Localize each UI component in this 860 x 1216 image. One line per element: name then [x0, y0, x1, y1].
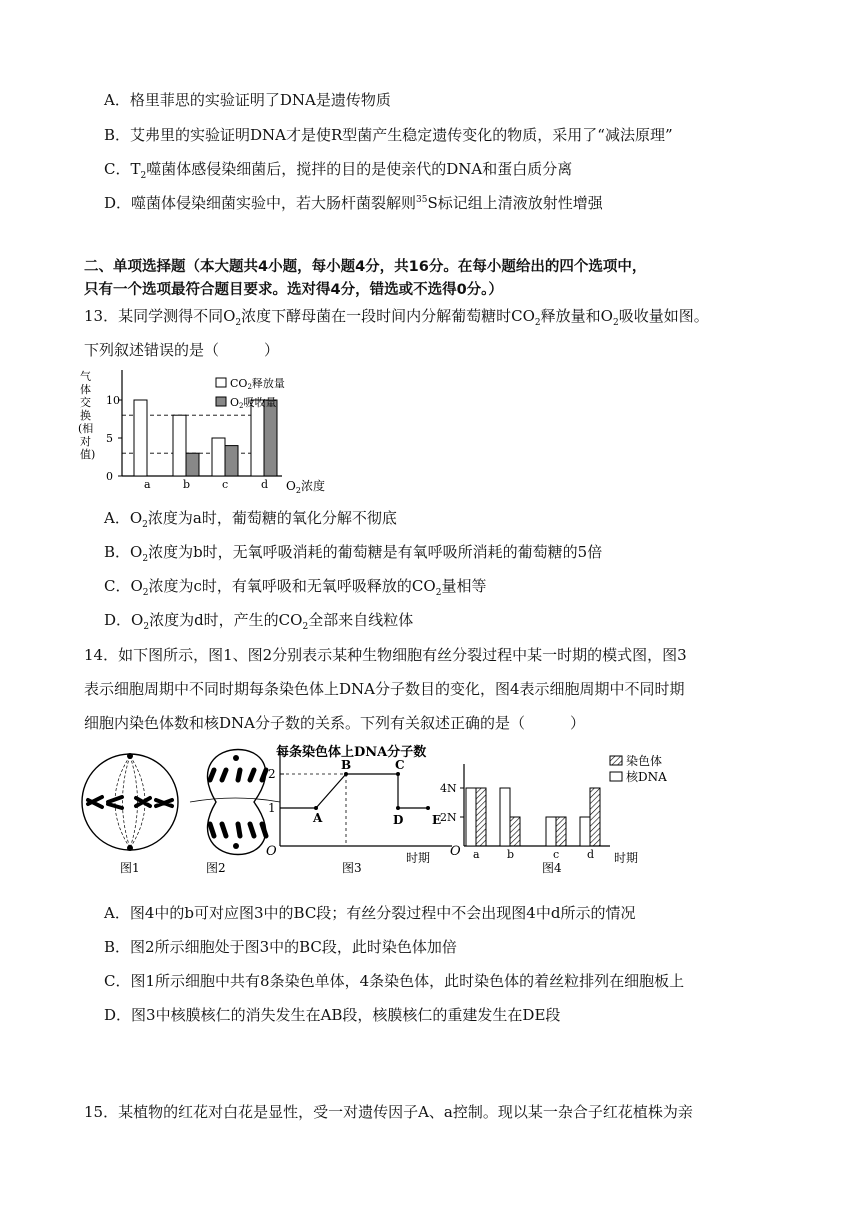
q13-option-a: A．$O_2$浓度为a时，葡萄糖的氧化分解不彻底 [104, 509, 397, 530]
category-label: d [261, 478, 269, 491]
section-heading-line2: 只有一个选项最符合题目要求。选对得4分，错选或不选得0分。） [84, 282, 503, 298]
q13-option-d: D．$O_2$浓度为d时，产生的$CO_2$全部来自线粒体 [104, 611, 414, 632]
legend-swatch-o2 [216, 397, 226, 406]
data-point [396, 772, 400, 776]
bar-chromosome [510, 817, 520, 846]
legend-swatch-co2 [216, 378, 226, 387]
category-label: d [587, 848, 595, 861]
bar-co2 [134, 400, 147, 476]
point-label: D [393, 813, 404, 827]
q12-option-b: B．艾弗里的实验证明DNA才是使R型菌产生稳定遗传变化的物质，采用了“减法原理” [104, 126, 673, 144]
bar-dna [500, 788, 510, 846]
y-tick-label: 0 [106, 470, 113, 483]
ylabel-char: 体 [80, 383, 91, 396]
point-label: C [395, 758, 405, 772]
fig3-origin: O [266, 844, 277, 859]
legend-swatch-dna [610, 772, 622, 781]
bar-dna [546, 817, 556, 846]
bar-dna [466, 788, 476, 846]
q14-stem-line2: 表示细胞周期中不同时期每条染色体上DNA分子数目的变化，图4表示细胞周期中不同时期 [84, 680, 685, 698]
bar-chromosome [590, 788, 600, 846]
ylabel-char: 换 [80, 409, 91, 422]
point-label: A [313, 811, 323, 825]
category-label: b [183, 478, 191, 491]
bar-co2 [212, 438, 225, 476]
ylabel-char: 值) [80, 448, 96, 461]
ylabel-char: (相 [78, 422, 94, 435]
bar-co2 [251, 400, 264, 476]
q14-stem-line1: 14．如下图所示，图1、图2分别表示某种生物细胞有丝分裂过程中某一时期的模式图，图3 [84, 646, 687, 664]
section-heading-line1: 二、单项选择题（本大题共4小题，每小题4分，共16分。在每小题给出的四个选项中， [84, 259, 647, 275]
q14-stem-line3: 细胞内染色体数和核DNA分子数的关系。下列有关叙述正确的是（ ） [84, 714, 585, 732]
point-label: E [432, 813, 442, 827]
q14-figure-strip [80, 742, 685, 882]
q14-option-a: A．图4中的b可对应图3中的BC段；有丝分裂过程中不会出现图4中d所示的情况 [104, 904, 636, 922]
data-point [314, 806, 318, 810]
xlabel: $O_2$浓度 [286, 479, 325, 495]
fig3-caption: 图3 [342, 861, 362, 875]
fig1-caption: 图1 [120, 861, 140, 875]
q13-bar-chart [76, 366, 336, 496]
fig4-xlabel: 时期 [614, 851, 639, 865]
bar-o2 [225, 446, 238, 476]
ylabel-char: 对 [80, 435, 91, 448]
y-tick-label: 10 [106, 394, 120, 407]
q13-option-b: B．$O_2$浓度为b时，无氧呼吸消耗的葡萄糖是有氧呼吸所消耗的葡萄糖的5倍 [104, 543, 603, 564]
bar-o2 [264, 400, 277, 476]
data-point [396, 806, 400, 810]
point-label: B [341, 758, 352, 772]
y-tick-label: 4N [440, 782, 457, 795]
y-tick-label: 2 [268, 767, 276, 781]
category-label: a [144, 478, 151, 491]
q13-option-c: C．$O_2$浓度为c时，有氧呼吸和无氧呼吸释放的$CO_2$量相等 [104, 577, 487, 598]
q14-option-c: C．图1所示细胞中共有8条染色单体，4条染色体，此时染色体的着丝粒排列在细胞板上 [104, 972, 685, 990]
fig3-xlabel: 时期 [406, 851, 431, 865]
bar-co2 [173, 415, 186, 476]
bar-chromosome [476, 788, 486, 846]
fig2-caption: 图2 [206, 861, 226, 875]
category-label: c [553, 848, 560, 861]
y-tick-label: 1 [268, 801, 276, 815]
q14-option-b: B．图2所示细胞处于图3中的BC段，此时染色体加倍 [104, 938, 457, 956]
category-label: c [222, 478, 229, 491]
q13-stem-line1: 13．某同学测得不同$O_2$浓度下酵母菌在一段时间内分解葡萄糖时$CO_2$释放量和$O_2$吸收量如图。 [84, 307, 709, 328]
fig4-origin: O [450, 844, 461, 859]
fig3-title: 每条染色体上DNA分子数 [276, 745, 427, 760]
fig4-caption: 图4 [542, 861, 562, 875]
bar-dna [580, 817, 590, 846]
data-point [344, 772, 348, 776]
legend-swatch-chromosome [610, 756, 622, 765]
data-point [426, 806, 430, 810]
y-tick-label: 5 [106, 432, 113, 445]
q12-option-c: C．$T_2$噬菌体感侵染细菌后，搅拌的目的是使亲代的DNA和蛋白质分离 [104, 160, 573, 181]
q15-stem: 15．某植物的红花对白花是显性，受一对遗传因子A、a控制。现以某一杂合子红花植株为亲 [84, 1103, 693, 1121]
legend-label-chromosome: 染色体 [626, 754, 663, 768]
category-label: b [507, 848, 515, 861]
legend-label-o2: O2吸收量 [230, 396, 277, 410]
q13-stem-line2: 下列叙述错误的是（ ） [84, 341, 280, 359]
legend-label-co2: CO2释放量 [230, 377, 285, 391]
ylabel-char: 交 [80, 396, 91, 409]
q12-option-d: D．噬菌体侵染细菌实验中，若大肠杆菌裂解则$^{35}$S标记组上清液放射性增强 [104, 194, 603, 212]
bar-chromosome [556, 817, 566, 846]
y-tick-label: 2N [440, 811, 457, 824]
category-label: a [473, 848, 480, 861]
legend-label-dna: 核DNA [626, 770, 667, 784]
ylabel-char: 气 [80, 370, 91, 383]
bar-o2 [186, 453, 199, 476]
q12-option-a: A．格里菲思的实验证明了DNA是遗传物质 [104, 91, 391, 109]
q14-option-d: D．图3中核膜核仁的消失发生在AB段，核膜核仁的重建发生在DE段 [104, 1006, 561, 1024]
